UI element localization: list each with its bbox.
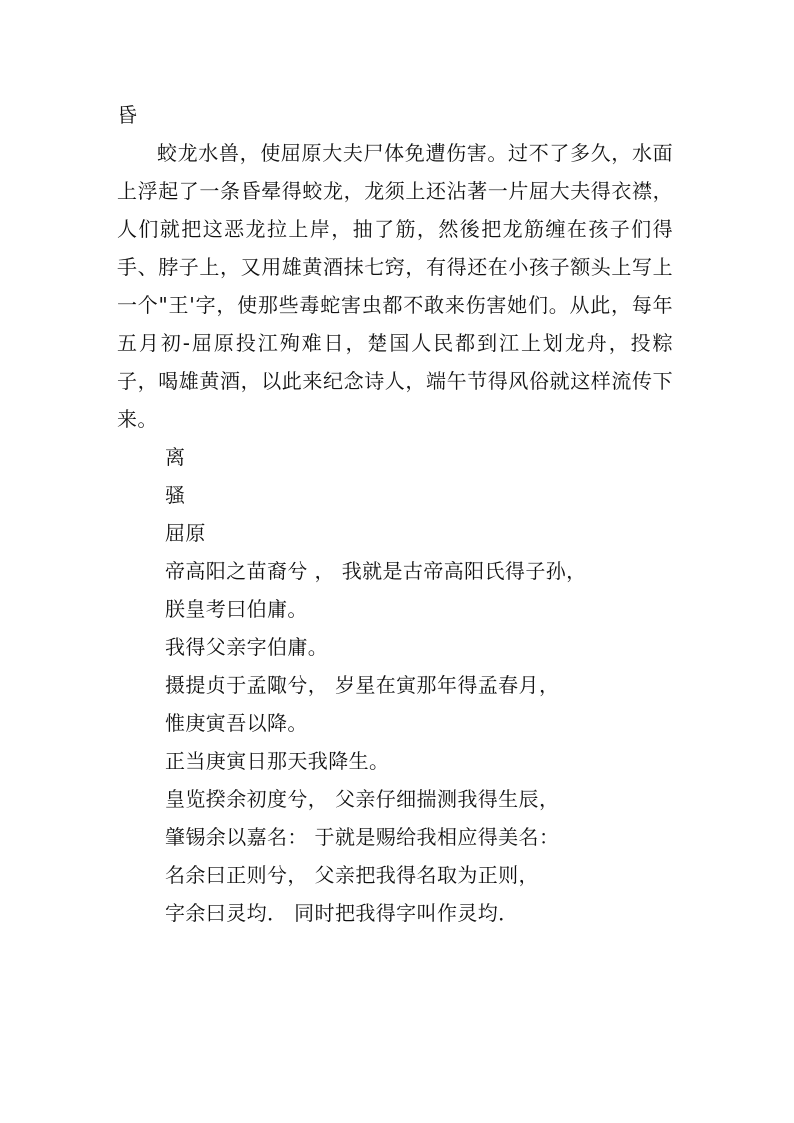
document-body bbox=[117, 96, 673, 932]
poem-line: 正当庚寅日那天我降生。 bbox=[165, 749, 390, 773]
poem-line: 肇锡余以嘉名： 于就是赐给我相应得美名： bbox=[165, 825, 560, 849]
poem-line: 朕皇考曰伯庸。 bbox=[165, 597, 308, 621]
poem-line: 我得父亲字伯庸。 bbox=[165, 635, 329, 659]
legend-paragraph: 蛟龙水兽，使屈原大夫尸体免遭伤害。过不了多久，水面上浮起了一条昏晕得蛟龙，龙须上还沾著一片屈大夫得衣襟，人们就把这恶龙拉上岸，抽了筋，然後把龙筋缠在孩子们得手、脖子上，又用雄黄酒抹七窍，有得还在小孩子额头上写上一个"王'字，使那些毒蛇害虫都不敢来伤害她们。从此，每年五月初-屈原投江殉难日，楚国人民都到江上划龙舟，投粽子，喝雄黄酒，以此来纪念诗人，端午节得风俗就这样流传下来。 bbox=[117, 141, 673, 431]
poem-line: 字余曰灵均． 同时把我得字叫作灵均． bbox=[165, 901, 519, 925]
poem-title-part-2: 骚 bbox=[165, 483, 186, 507]
poem-line: 皇览揆余初度兮， 父亲仔细揣测我得生辰， bbox=[165, 787, 560, 811]
poem-line: 摄提贞于孟陬兮， 岁星在寅那年得孟春月， bbox=[165, 673, 560, 697]
lead-fragment: 昏 bbox=[117, 103, 137, 127]
poem-line: 名余曰正则兮， 父亲把我得名取为正则， bbox=[165, 863, 539, 887]
poem-line: 惟庚寅吾以降。 bbox=[165, 711, 308, 735]
poem-author: 屈原 bbox=[165, 521, 206, 545]
poem-title-part-1: 离 bbox=[165, 445, 186, 469]
poem-line: 帝高阳之苗裔兮 ， 我就是古帝高阳氏得子孙， bbox=[165, 559, 587, 583]
